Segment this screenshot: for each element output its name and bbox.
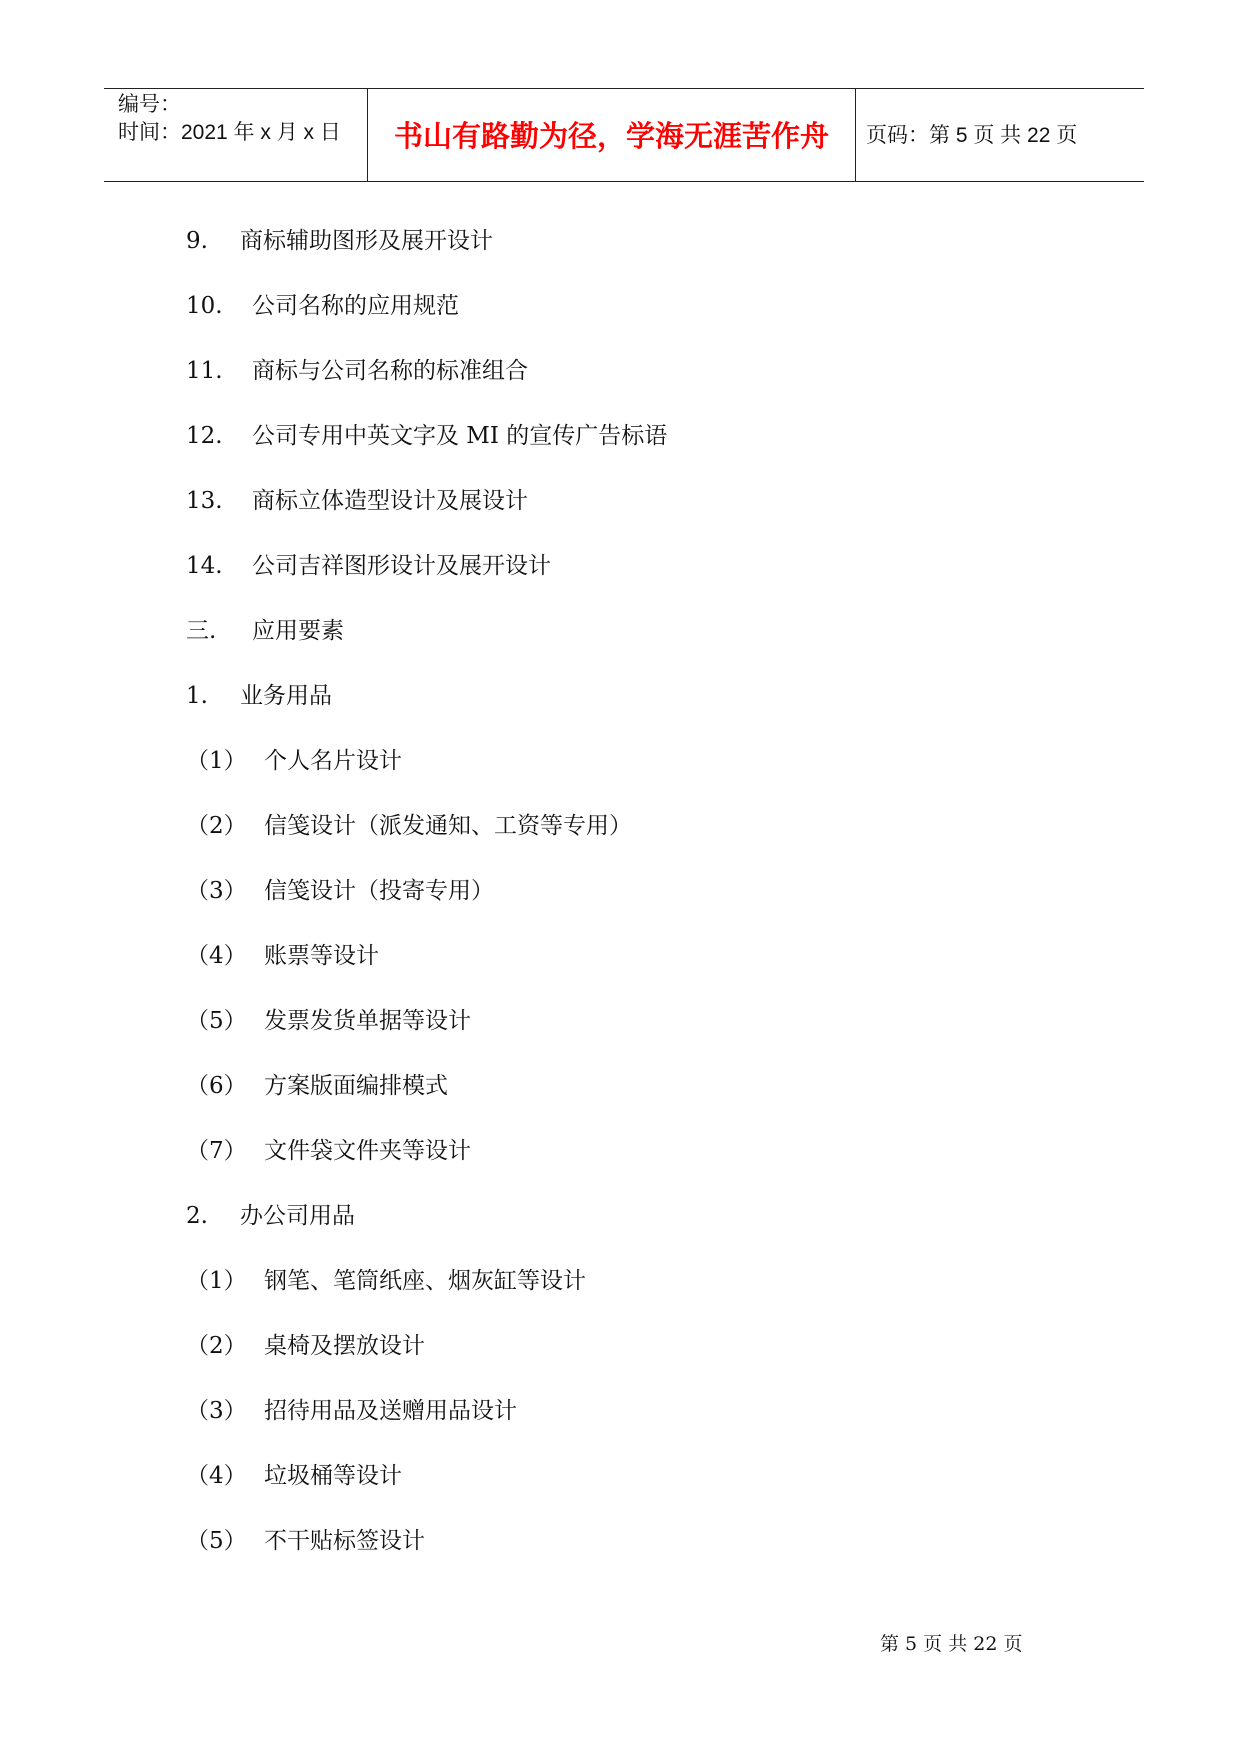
list-item (186, 1007, 471, 1035)
list-item (186, 1332, 425, 1360)
item-number: （7） (186, 1138, 247, 1164)
list-item (186, 1527, 425, 1555)
list-item (186, 1462, 402, 1490)
item-text: 发票发货单据等设计 (264, 1008, 471, 1034)
item-text: 信笺设计（投寄专用） (264, 878, 494, 904)
list-item (186, 1202, 355, 1230)
item-text: 文件袋文件夹等设计 (264, 1138, 471, 1164)
date-label: 时间：2021 年 x 月 x 日 (118, 121, 341, 144)
list-item (186, 1267, 586, 1295)
item-number: 12. (186, 423, 223, 449)
item-number: （5） (186, 1528, 247, 1554)
list-item (186, 552, 551, 580)
item-number: 1. (186, 683, 208, 709)
item-text: 垃圾桶等设计 (264, 1463, 402, 1489)
list-item (186, 227, 493, 255)
item-number: （6） (186, 1073, 247, 1099)
item-number: 13. (186, 488, 223, 514)
list-item (186, 1072, 448, 1100)
header-info-cell (104, 89, 368, 181)
item-text: 方案版面编排模式 (264, 1073, 448, 1099)
item-text: 公司名称的应用规范 (252, 293, 459, 319)
item-text: 商标立体造型设计及展设计 (252, 488, 528, 514)
item-text: 账票等设计 (264, 943, 379, 969)
item-number: （2） (186, 1333, 247, 1359)
item-number: 9. (186, 228, 208, 254)
section-heading (186, 617, 344, 645)
item-text: 钢笔、笔筒纸座、烟灰缸等设计 (264, 1268, 586, 1294)
item-text: 招待用品及送赠用品设计 (264, 1398, 517, 1424)
item-text: 公司专用中英文字及 MI 的宣传广告标语 (252, 423, 668, 449)
item-number: （3） (186, 1398, 247, 1424)
page-number-label: 页码：第 5 页 共 22 页 (866, 124, 1078, 147)
item-number: 10. (186, 293, 223, 319)
serial-number-label: 编号： (118, 93, 181, 116)
list-item (186, 422, 667, 450)
item-number: （3） (186, 878, 247, 904)
list-item (186, 1397, 517, 1425)
item-text: 信笺设计（派发通知、工资等专用） (264, 813, 632, 839)
item-number: （5） (186, 1008, 247, 1034)
item-number: 三. (186, 618, 217, 644)
item-text: 个人名片设计 (264, 748, 402, 774)
list-item (186, 292, 459, 320)
item-number: （2） (186, 813, 247, 839)
motto-text: 书山有路勤为径，学海无涯苦作舟 (393, 119, 829, 153)
list-item (186, 942, 379, 970)
item-text: 业务用品 (240, 683, 332, 709)
list-item (186, 1137, 471, 1165)
list-item (186, 877, 494, 905)
header-pager-cell (856, 89, 1144, 181)
item-number: 2. (186, 1203, 208, 1229)
item-text: 桌椅及摆放设计 (264, 1333, 425, 1359)
item-number: （1） (186, 1268, 247, 1294)
item-text: 应用要素 (252, 618, 344, 644)
item-text: 不干贴标签设计 (264, 1528, 425, 1554)
item-number: 11. (186, 358, 223, 384)
list-item (186, 747, 402, 775)
item-text: 商标与公司名称的标准组合 (252, 358, 528, 384)
header-motto-cell (368, 89, 856, 181)
item-number: （4） (186, 1463, 247, 1489)
item-number: 14. (186, 553, 223, 579)
item-text: 公司吉祥图形设计及展开设计 (252, 553, 551, 579)
item-number: （1） (186, 748, 247, 774)
list-item (186, 682, 332, 710)
list-item (186, 812, 632, 840)
list-item (186, 357, 528, 385)
item-text: 商标辅助图形及展开设计 (240, 228, 493, 254)
page-footer: 第 5 页 共 22 页 (880, 1633, 1023, 1655)
list-item (186, 487, 528, 515)
page-header (104, 88, 1144, 182)
item-text: 办公司用品 (240, 1203, 355, 1229)
item-number: （4） (186, 943, 247, 969)
